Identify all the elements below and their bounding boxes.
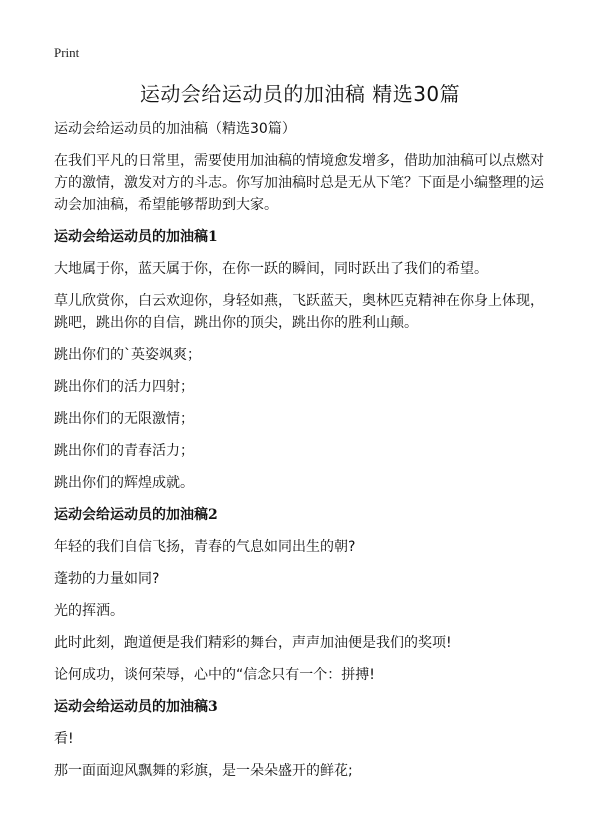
page-title: 运动会给运动员的加油稿 精选30篇: [139, 82, 461, 106]
paragraph: 看!: [54, 731, 74, 747]
paragraph: 在我们平凡的日常里，需要使用加油稿的情境愈发增多，借助加油稿可以点燃对方的激情，激发对方的斗志。你写加油稿时总是无从下笔？下面是小编整理的运动会加油稿，希望能够帮助到大家。: [54, 153, 544, 213]
section-heading: 运动会给运动员的加油稿2: [54, 507, 218, 523]
paragraph: 蓬勃的力量如同?: [54, 571, 160, 587]
section-heading: 运动会给运动员的加油稿1: [54, 229, 218, 245]
paragraph: 跳出你们的活力四射；: [54, 379, 194, 395]
paragraph: 论何成功，谈何荣辱，心中的“信念只有一个：拼搏!: [54, 667, 375, 683]
paragraph: 那一面面迎风飘舞的彩旗，是一朵朵盛开的鲜花;: [54, 763, 353, 779]
section-heading: 运动会给运动员的加油稿3: [54, 699, 218, 715]
paragraph: 跳出你们的`英姿飒爽；: [54, 347, 201, 363]
paragraph: 跳出你们的青春活力；: [54, 443, 194, 459]
paragraph: 大地属于你，蓝天属于你，在你一跃的瞬间，同时跃出了我们的希望。: [54, 261, 488, 277]
paragraph: 运动会给运动员的加油稿（精选30篇）: [54, 121, 296, 137]
paragraph: 草儿欣赏你，白云欢迎你，身轻如燕，飞跃蓝天，奥林匹克精神在你身上体现，跳吧，跳出你的自信，跳出你的顶尖，跳出你的胜利山颠。: [54, 293, 544, 331]
paragraph: 光的挥洒。: [54, 603, 124, 619]
paragraph: 跳出你们的辉煌成就。: [54, 475, 194, 491]
article-body: [54, 118, 554, 792]
paragraph: 年轻的我们自信飞扬，青春的气息如同出生的朝?: [54, 539, 356, 555]
print-link[interactable]: Print: [54, 45, 80, 60]
paragraph: 此时此刻，跑道便是我们精彩的舞台，声声加油便是我们的奖项!: [54, 635, 452, 651]
paragraph: 跳出你们的无限激情；: [54, 411, 194, 427]
